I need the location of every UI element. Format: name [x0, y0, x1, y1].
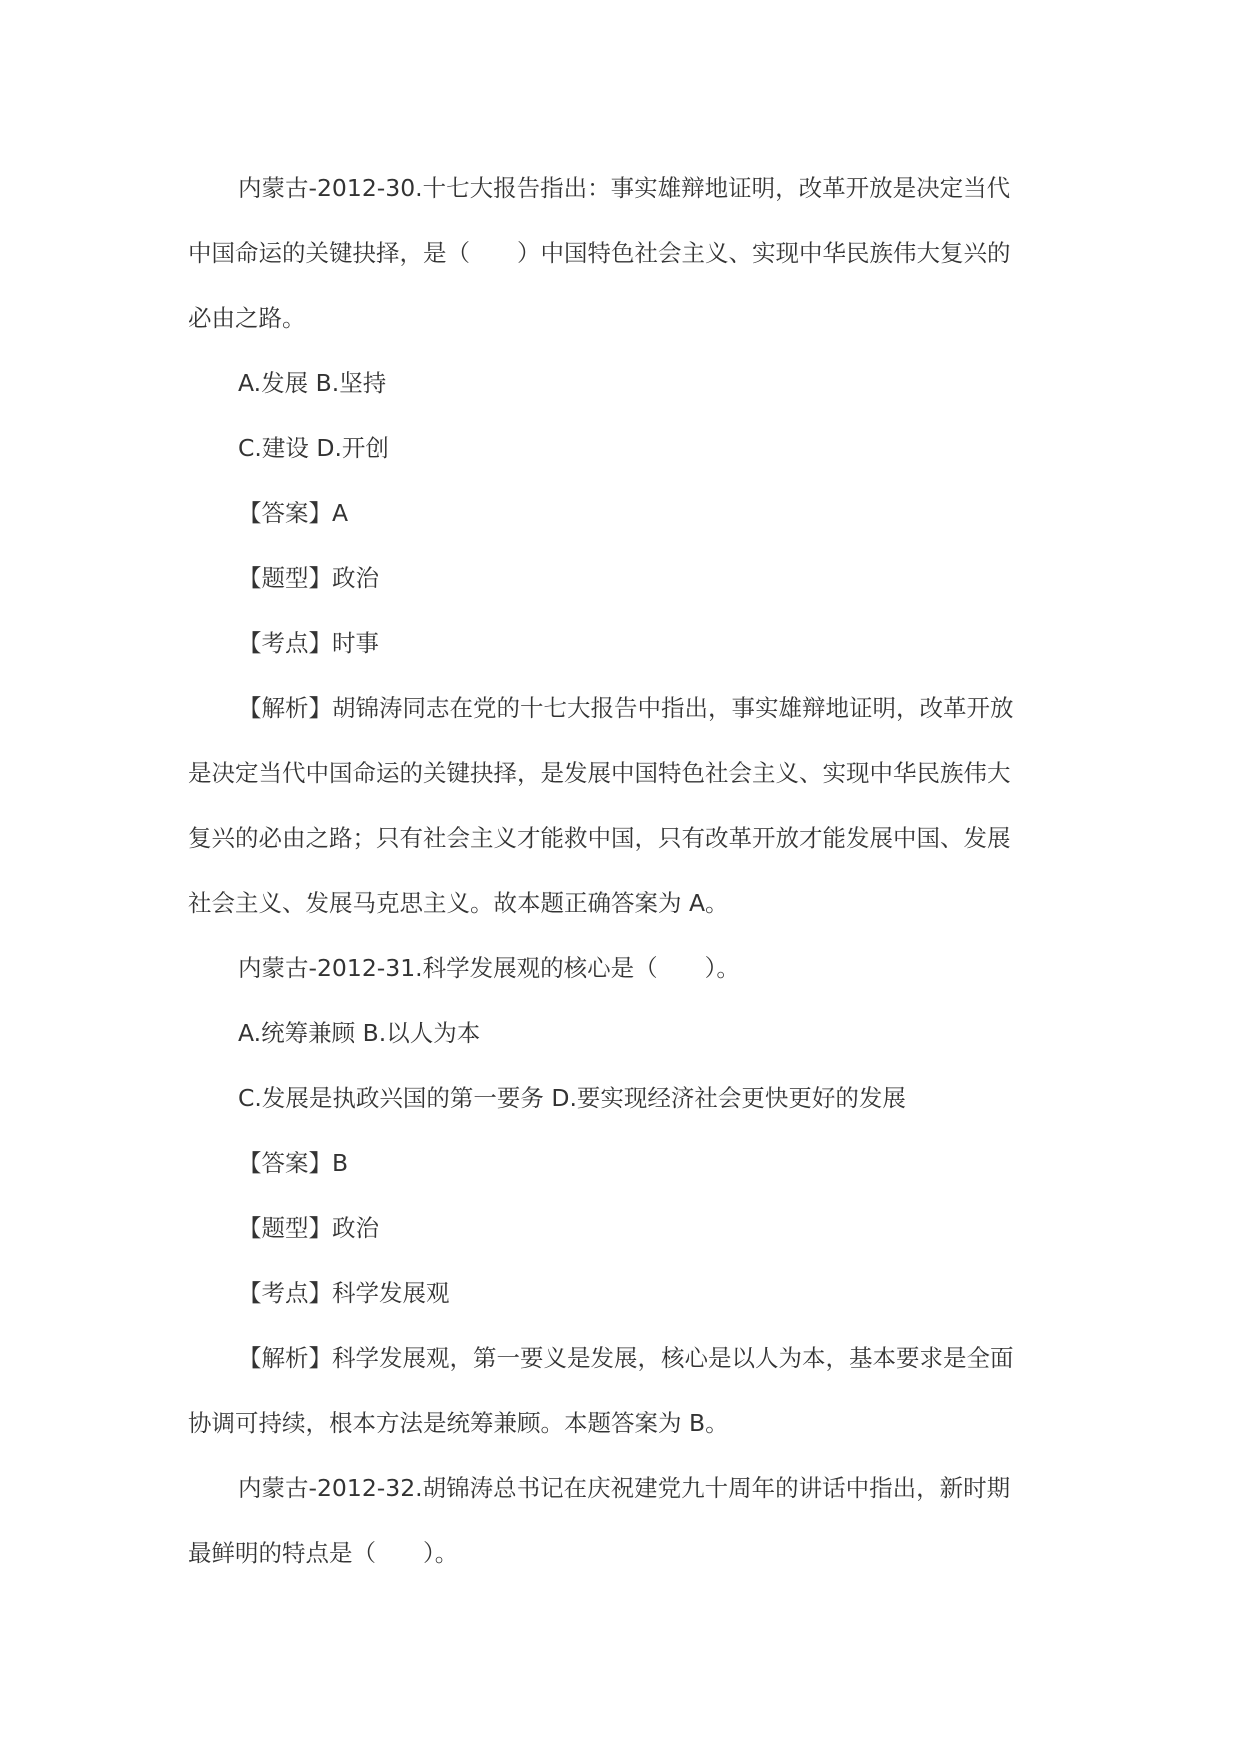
question-31-analysis-line-2: 协调可持续，根本方法是统筹兼顾。本题答案为 B。 [188, 1409, 729, 1437]
question-31-answer: 【答案】B [238, 1149, 349, 1177]
question-30-analysis-line-1: 【解析】胡锦涛同志在党的十七大报告中指出，事实雄辩地证明，改革开放 [238, 694, 1014, 722]
question-31-options-ab: A.统筹兼顾 B.以人为本 [238, 1019, 481, 1047]
question-31-analysis-line-1: 【解析】科学发展观，第一要义是发展，核心是以人为本，基本要求是全面 [238, 1344, 1014, 1372]
question-31-stem: 内蒙古-2012-31.科学发展观的核心是（ ）。 [238, 954, 740, 982]
question-30-options-ab: A.发展 B.坚持 [238, 369, 387, 397]
question-30-stem-line-2: 中国命运的关键抉择，是（ ）中国特色社会主义、实现中华民族伟大复兴的 [188, 239, 1011, 267]
question-32-stem-line-2: 最鲜明的特点是（ ）。 [188, 1539, 459, 1567]
question-30-analysis-line-3: 复兴的必由之路；只有社会主义才能救中国，只有改革开放才能发展中国、发展 [188, 824, 1011, 852]
question-32-stem-line-1: 内蒙古-2012-32.胡锦涛总书记在庆祝建党九十周年的讲话中指出，新时期 [238, 1474, 1011, 1502]
question-30-stem-line-1: 内蒙古-2012-30.十七大报告指出：事实雄辩地证明，改革开放是决定当代 [238, 174, 1011, 202]
question-31-type: 【题型】政治 [238, 1214, 379, 1242]
question-30-options-cd: C.建设 D.开创 [238, 434, 389, 462]
question-30-analysis-line-2: 是决定当代中国命运的关键抉择，是发展中国特色社会主义、实现中华民族伟大 [188, 759, 1011, 787]
question-31-options-cd: C.发展是执政兴国的第一要务 D.要实现经济社会更快更好的发展 [238, 1084, 906, 1112]
question-30-topic: 【考点】时事 [238, 629, 379, 657]
question-30-analysis-line-4: 社会主义、发展马克思主义。故本题正确答案为 A。 [188, 889, 729, 917]
question-30-stem-line-3: 必由之路。 [188, 304, 306, 332]
question-30-type: 【题型】政治 [238, 564, 379, 592]
question-30-answer: 【答案】A [238, 499, 349, 527]
document-page [188, 156, 1054, 1586]
question-31-topic: 【考点】科学发展观 [238, 1279, 450, 1307]
